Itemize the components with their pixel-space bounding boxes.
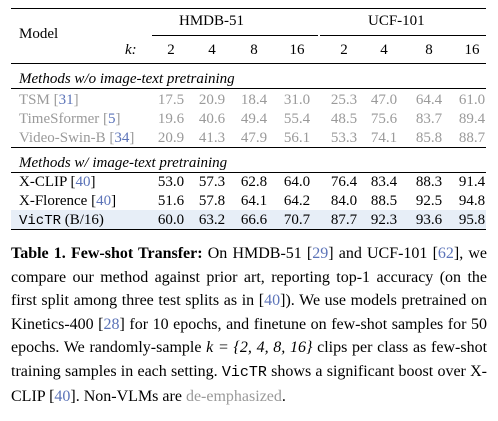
group-rule-hmdb <box>152 35 318 36</box>
section-title: Methods w/o image-text pretraining <box>19 71 235 87</box>
model-name-cell: TSM [31] <box>19 92 79 108</box>
accuracy-cell: 76.4 <box>330 174 358 190</box>
accuracy-cell: 20.9 <box>198 92 226 108</box>
section-rule <box>11 88 486 89</box>
accuracy-cell: 41.3 <box>198 130 226 146</box>
accuracy-cell: 51.6 <box>157 193 185 209</box>
mid-rule <box>11 147 486 148</box>
accuracy-cell: 18.4 <box>240 92 268 108</box>
model-name: VicTR <box>221 363 267 381</box>
caption-text: ]). We use models pretrained on Kinetics-400 [ <box>11 292 488 333</box>
model-name: Video-Swin-B <box>19 130 110 146</box>
citation-link[interactable]: 29 <box>312 245 329 262</box>
caption-text: . <box>281 387 286 405</box>
citation-link[interactable]: 40 <box>75 174 91 190</box>
model-name: VicTR <box>19 213 62 229</box>
accuracy-cell: 74.1 <box>370 130 398 146</box>
accuracy-cell: 55.4 <box>283 111 311 127</box>
accuracy-cell: 62.8 <box>240 174 268 190</box>
accuracy-cell: 61.0 <box>458 92 486 108</box>
accuracy-cell: 83.7 <box>415 111 443 127</box>
accuracy-cell: 85.8 <box>415 130 443 146</box>
model-name: X-Florence <box>19 193 92 209</box>
accuracy-cell: 87.7 <box>330 212 358 228</box>
model-name: TSM <box>19 92 54 108</box>
accuracy-cell: 92.5 <box>415 193 443 209</box>
accuracy-cell: 53.3 <box>330 130 358 146</box>
model-name: X-CLIP <box>19 174 71 190</box>
accuracy-cell: 91.4 <box>458 174 486 190</box>
accuracy-cell: 20.9 <box>157 130 185 146</box>
caption-text: ] and UCF-101 [ <box>328 245 438 262</box>
header-rule <box>11 63 486 64</box>
accuracy-cell: 70.7 <box>283 212 311 228</box>
accuracy-cell: 25.3 <box>330 92 358 108</box>
caption-text: ]. Non-VLMs are <box>70 387 186 405</box>
k-value: 4 <box>380 42 388 58</box>
model-name-cell: VicTR (B/16) <box>19 212 104 229</box>
accuracy-cell: 47.0 <box>370 92 398 108</box>
citation-link[interactable]: 34 <box>114 130 130 146</box>
accuracy-cell: 56.1 <box>283 130 311 146</box>
accuracy-cell: 66.6 <box>240 212 268 228</box>
citation-link[interactable]: 40 <box>264 292 281 310</box>
model-name-cell: TimeSformer [5] <box>19 111 121 127</box>
de-emphasized-text: de-emphasized <box>185 387 282 405</box>
accuracy-cell: 31.0 <box>283 92 311 108</box>
citation-link[interactable]: 28 <box>103 315 120 333</box>
caption-text: On HMDB-51 [ <box>207 245 313 262</box>
group-rule-ucf <box>320 35 486 36</box>
accuracy-cell: 64.1 <box>240 193 268 209</box>
section-title: Methods w/ image-text pretraining <box>19 155 228 171</box>
model-name-cell: X-CLIP [40] <box>19 174 96 190</box>
caption-label: Table 1. <box>11 245 66 262</box>
accuracy-cell: 64.2 <box>283 193 311 209</box>
k-value: 4 <box>208 42 216 58</box>
accuracy-cell: 95.8 <box>458 212 486 228</box>
caption-text: ], we compare our method against prior art, reporting top-1 accuracy (on the first split among three test splits as in [ <box>11 245 488 310</box>
accuracy-cell: 88.5 <box>370 193 398 209</box>
accuracy-cell: 49.4 <box>240 111 268 127</box>
accuracy-cell: 57.8 <box>198 193 226 209</box>
accuracy-cell: 92.3 <box>370 212 398 228</box>
accuracy-cell: 48.5 <box>330 111 358 127</box>
accuracy-cell: 75.6 <box>370 111 398 127</box>
table-top-rule <box>11 8 486 9</box>
accuracy-cell: 47.9 <box>240 130 268 146</box>
accuracy-cell: 84.0 <box>330 193 358 209</box>
model-name-cell: X-Florence [40] <box>19 193 117 209</box>
table-bottom-rule <box>11 229 486 230</box>
accuracy-cell: 57.3 <box>198 174 226 190</box>
citation-link[interactable]: 31 <box>58 92 74 108</box>
model-name: TimeSformer <box>19 111 104 127</box>
k-label: k: <box>125 42 137 58</box>
citation-link[interactable]: 62 <box>437 245 454 262</box>
caption-text: shows a significant boost over X-CLIP [ <box>11 362 487 405</box>
caption-text: ] for 10 epochs, and finetune on few-shot samples for 50 epochs. We randomly-sample <box>11 315 487 357</box>
accuracy-cell: 19.6 <box>157 111 185 127</box>
citation-link[interactable]: 40 <box>54 387 71 405</box>
model-column-header: Model <box>19 26 59 42</box>
k-value: 2 <box>167 42 175 58</box>
accuracy-cell: 88.7 <box>458 130 486 146</box>
model-name-cell: Video-Swin-B [34] <box>19 130 135 146</box>
accuracy-cell: 63.2 <box>198 212 226 228</box>
accuracy-cell: 83.4 <box>370 174 398 190</box>
accuracy-cell: 40.6 <box>198 111 226 127</box>
accuracy-cell: 94.8 <box>458 193 486 209</box>
k-value: 16 <box>464 42 480 58</box>
k-value: 8 <box>425 42 433 58</box>
k-value: 8 <box>250 42 258 58</box>
caption-math: k = {2, 4, 8, 16} <box>206 339 313 357</box>
accuracy-cell: 17.5 <box>157 92 185 108</box>
table-caption <box>11 242 487 408</box>
group-header-hmdb: HMDB-51 <box>179 13 245 29</box>
group-header-ucf: UCF-101 <box>368 13 425 29</box>
accuracy-cell: 64.4 <box>415 92 443 108</box>
accuracy-cell: 93.6 <box>415 212 443 228</box>
accuracy-cell: 89.4 <box>458 111 486 127</box>
caption-text: clips per class as few-shot training samples in each setting. <box>11 339 488 380</box>
citation-link[interactable]: 40 <box>96 193 112 209</box>
k-value: 2 <box>340 42 348 58</box>
caption-title: Few-shot Transfer: <box>70 245 203 262</box>
accuracy-cell: 53.0 <box>157 174 185 190</box>
k-value: 16 <box>289 42 305 58</box>
accuracy-cell: 60.0 <box>157 212 185 228</box>
accuracy-cell: 64.0 <box>283 174 311 190</box>
accuracy-cell: 88.3 <box>415 174 443 190</box>
citation-link[interactable]: 5 <box>108 111 116 127</box>
